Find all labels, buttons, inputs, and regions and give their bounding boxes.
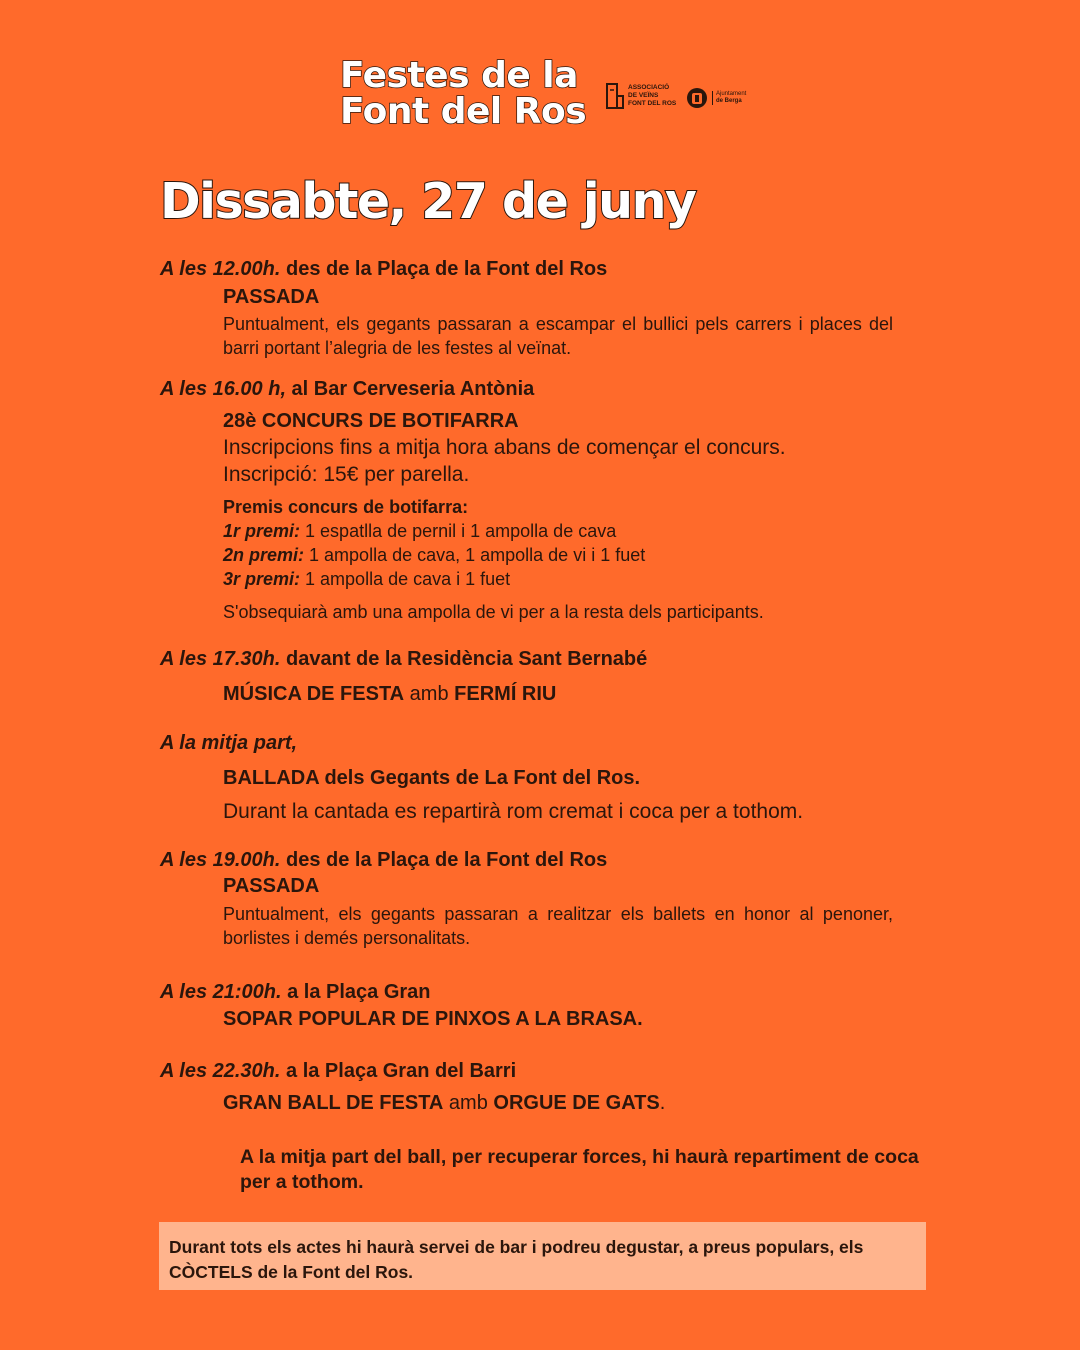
event-description-line2: Inscripció: 15€ per parella.	[223, 463, 470, 486]
event-time-line	[160, 849, 607, 872]
prize-item	[223, 519, 616, 543]
ajuntament-text	[712, 91, 746, 105]
ball-note: A la mitja part del ball, per recuperar forces, hi haurà repartiment de coca per a tothom.	[240, 1146, 919, 1193]
ajuntament-line1: Ajuntament	[716, 91, 747, 97]
event-title	[223, 1092, 665, 1115]
event-title-main: GRAN BALL DE FESTA	[223, 1092, 444, 1114]
ajuntament-berga-logo	[686, 86, 746, 110]
event-time: A la mitja part,	[160, 732, 298, 754]
festes-title-line2: Font del Ros	[340, 91, 587, 132]
event-title: 28è CONCURS DE BOTIFARRA	[223, 410, 519, 432]
event-place: des de la Plaça de la Font del Ros	[280, 258, 608, 280]
prize-text: 1 espatlla de pernil i 1 ampolla de cava	[300, 521, 617, 541]
event-time: A les 12.00h.	[160, 258, 281, 280]
prize-label: 1r premi:	[223, 521, 301, 541]
associacio-veins-logo	[606, 82, 676, 110]
prize-text: 1 ampolla de cava i 1 fuet	[300, 569, 511, 589]
event-description: Durant la cantada es repartirà rom cremat i coca per a tothom.	[223, 800, 804, 823]
event-description: Puntualment, els gegants passaran a escampar el bullici pels carrers i places del barri portant l’alegria de les festes al veïnat.	[223, 314, 893, 358]
associacio-line1: ASSOCIACIÓ	[628, 84, 670, 91]
bar-note: Durant tots els actes hi haurà servei de bar i podreu degustar, a preus populars, els CÒCTELS de la Font del Ros.	[169, 1237, 864, 1282]
event-performer: FERMÍ RIU	[454, 683, 557, 705]
event-time-line	[160, 732, 297, 755]
associacio-line2: DE VEÏNS	[628, 92, 659, 99]
prize-label: 3r premi:	[223, 569, 301, 589]
event-title-end: .	[659, 1092, 666, 1114]
event-time: A les 21:00h.	[160, 981, 282, 1003]
prize-item	[223, 567, 510, 591]
prizes-title: Premis concurs de botifarra:	[223, 497, 469, 517]
event-place: a la Plaça Gran del Barri	[280, 1060, 517, 1082]
day-title: Dissabte, 27 de juny	[160, 173, 696, 230]
berga-shield-icon	[686, 86, 708, 110]
event-time-line	[160, 1060, 516, 1083]
event-title: PASSADA	[223, 286, 320, 308]
event-title-connector: amb	[443, 1092, 494, 1114]
event-time: A les 17.30h.	[160, 648, 281, 670]
prize-text: 1 ampolla de cava, 1 ampolla de vi i 1 fuet	[304, 545, 646, 565]
festes-title-line1: Festes de la	[340, 55, 578, 96]
event-time-line	[160, 981, 431, 1004]
associacio-text	[628, 84, 676, 108]
associacio-building-icon	[606, 82, 624, 110]
event-title: SOPAR POPULAR DE PINXOS A LA BRASA.	[223, 1008, 643, 1030]
event-time-line	[160, 648, 647, 671]
event-time-line	[160, 258, 607, 281]
event-title	[223, 683, 556, 706]
ajuntament-line2: de Berga	[716, 98, 742, 104]
prize-label: 2n premi:	[223, 545, 305, 565]
event-description-line1: Inscripcions fins a mitja hora abans de començar el concurs.	[223, 436, 786, 459]
event-title-connector: amb	[404, 683, 455, 705]
event-title-main: MÚSICA DE FESTA	[223, 683, 405, 705]
event-description: Puntualment, els gegants passaran a realitzar els ballets en honor al penoner, borlistes i demés personalitats.	[223, 904, 893, 948]
event-place: a la Plaça Gran	[281, 981, 431, 1003]
header	[340, 55, 760, 138]
event-place: al Bar Cerveseria Antònia	[286, 378, 535, 400]
event-time: A les 16.00 h,	[160, 378, 286, 400]
event-performer: ORGUE DE GATS	[493, 1092, 660, 1114]
event-title: BALLADA dels Gegants de La Font del Ros.	[223, 767, 641, 789]
prize-item	[223, 543, 645, 567]
event-place: davant de la Residència Sant Bernabé	[280, 648, 648, 670]
festes-logo-title	[340, 55, 587, 132]
associacio-line3: FONT DEL ROS	[628, 100, 677, 107]
bar-note-box	[159, 1222, 926, 1290]
event-time: A les 19.00h.	[160, 849, 281, 871]
event-place: des de la Plaça de la Font del Ros	[280, 849, 608, 871]
event-time-line	[160, 378, 534, 401]
event-time: A les 22.30h.	[160, 1060, 281, 1082]
gift-note: S'obsequiarà amb una ampolla de vi per a la resta dels participants.	[223, 602, 764, 622]
event-title: PASSADA	[223, 875, 320, 897]
